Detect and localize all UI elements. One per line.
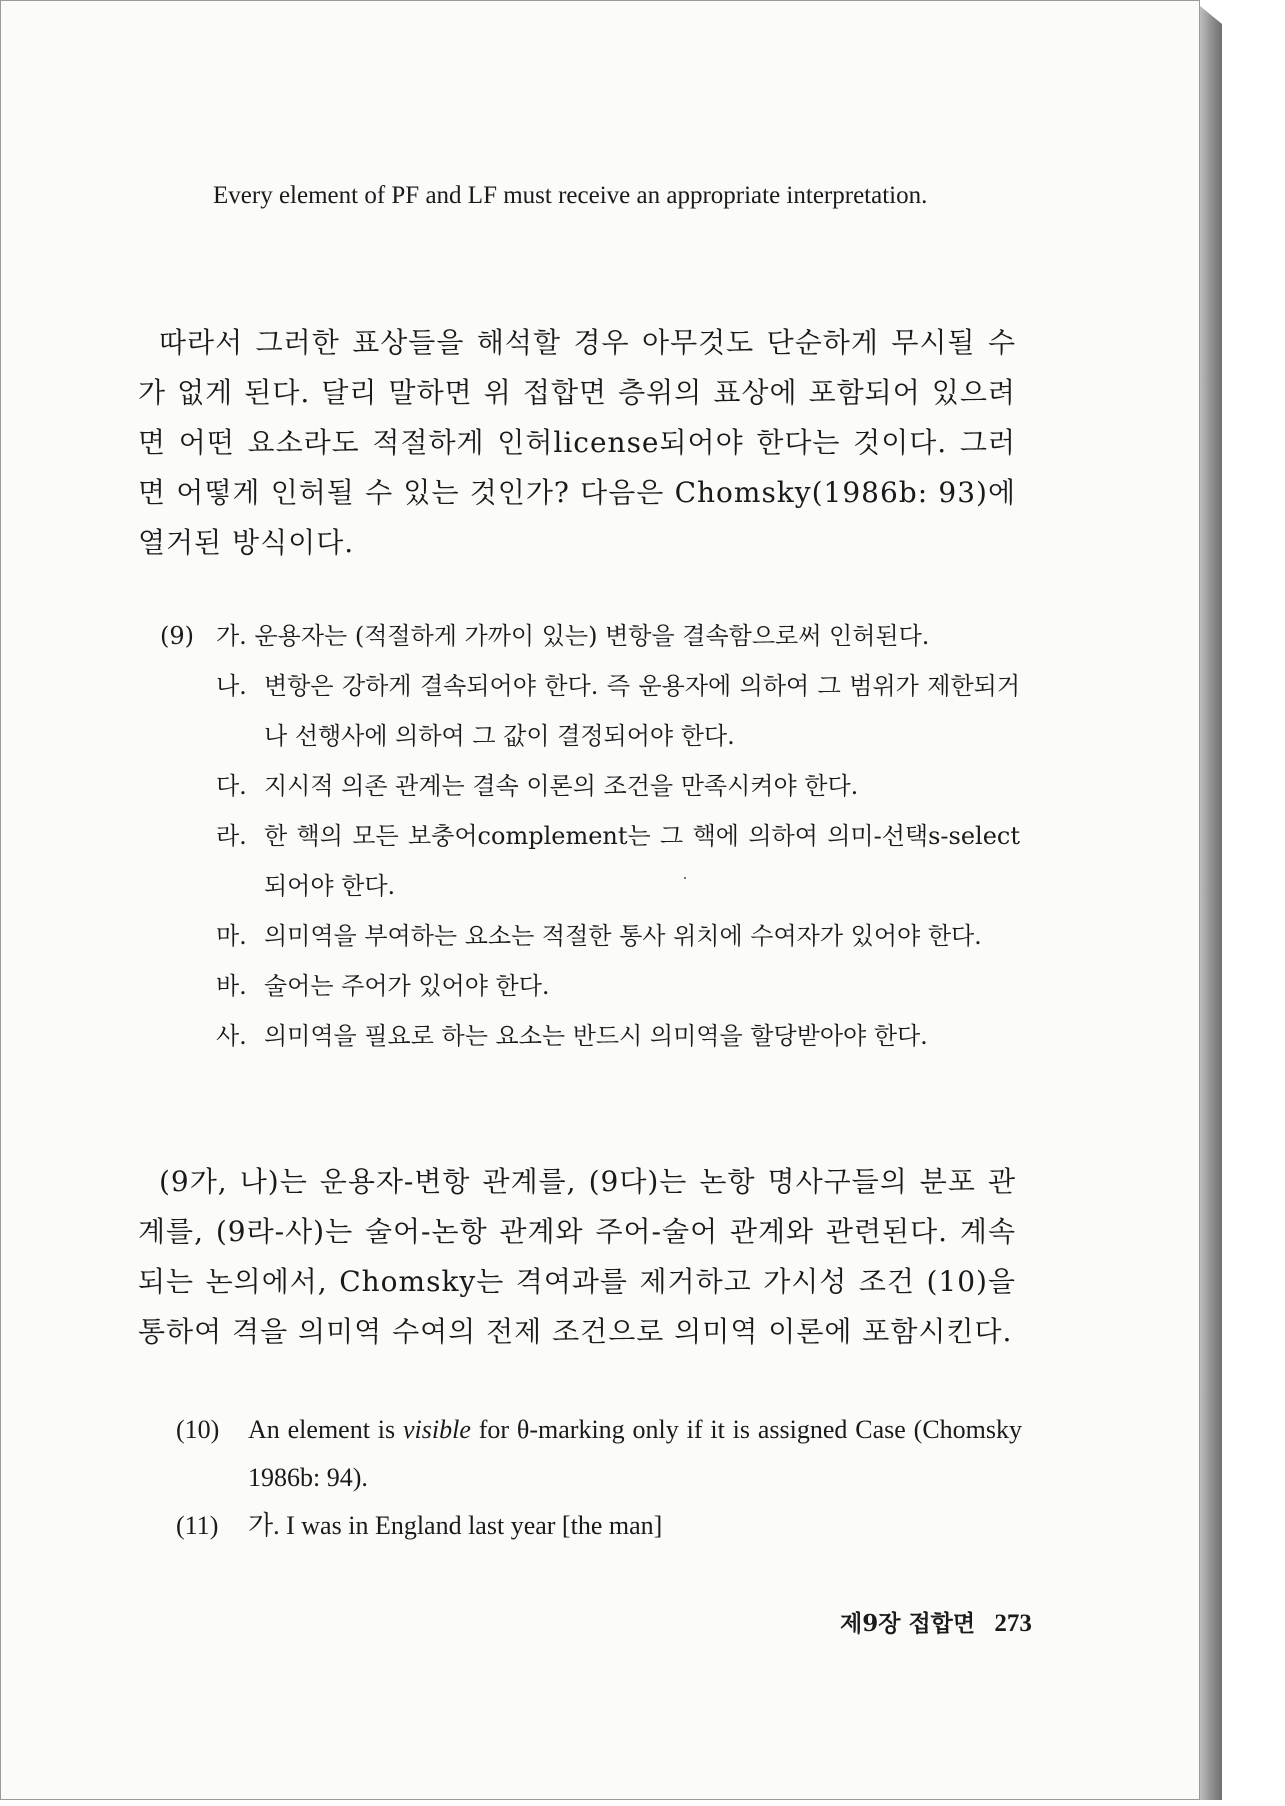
example-9-item-ra [160,811,1020,911]
example-number: (10) [176,1415,220,1444]
example-9-item-na [160,661,1020,761]
quoted-principle: Every element of PF and LF must receive an appropriate interpretation. [213,182,928,209]
english-examples [176,1406,1022,1550]
example-10-text-start: An element is [248,1415,403,1444]
page-edge [1200,6,1222,1800]
example-9-item-sa [160,1011,1020,1061]
example-9-item-ma [160,911,1020,961]
example-9-item-ga [160,611,1020,661]
item-text: 변항은 강하게 결속되어야 한다. 즉 운용자에 의하여 그 범위가 제한되거나 선행사에 의하여 그 값이 결정되어야 한다. [264,672,1020,750]
example-10 [176,1406,1022,1502]
page-number: 273 [994,1610,1032,1637]
example-10-text-end: for θ-marking only if it is assigned Case (Chomsky 1986b: 94). [248,1415,1022,1492]
example-9-item-da [160,761,1020,811]
item-text: 의미역을 부여하는 요소는 적절한 통사 위치에 수여자가 있어야 한다. [264,922,982,950]
item-text: 의미역을 필요로 하는 요소는 반드시 의미역을 할당받아야 한다. [264,1022,928,1050]
running-chapter-title: 제9장 접합면 [840,1610,976,1637]
scan-speck [684,877,686,879]
page-footer [840,1608,1030,1640]
example-number: (11) [176,1511,219,1540]
item-text: 한 핵의 모든 보충어complement는 그 핵에 의하여 의미-선택s-select되어야 한다. [264,822,1020,900]
item-text: 운용자는 (적절하게 가까이 있는) 변항을 결속함으로써 인허된다. [254,622,930,650]
example-10-text [176,1406,1022,1502]
example-number: (9) [160,622,194,650]
item-mark: 마. [216,922,247,950]
example-11-text [176,1502,1022,1550]
example-9-item-ba [160,961,1020,1011]
item-text: 지시적 의존 관계는 결속 이론의 조건을 만족시켜야 한다. [264,772,859,800]
item-text: I was in England last year [the man] [286,1511,663,1540]
paragraph-2: (9가, 나)는 운용자-변항 관계를, (9다)는 논항 명사구들의 분포 관계를, (9라-사)는 술어-논항 관계와 주어-술어 관계와 관련된다. 계속되는 논의에서, Chomsky는 격여과를 제거하고 가시성 조건 (10)을 통하여 격을 의미역 수여의 전제 조건으로 의미역 이론에 포함시킨다. [138,1165,1016,1348]
item-mark: 사. [216,1022,247,1050]
item-mark: 가. [248,1511,280,1540]
example-10-italic-term: visible [403,1415,471,1444]
example-item-text [160,611,1020,661]
item-text: 술어는 주어가 있어야 한다. [264,972,550,1000]
paragraph-1: 따라서 그러한 표상들을 해석할 경우 아무것도 단순하게 무시될 수가 없게 된다. 달리 말하면 위 접합면 층위의 표상에 포함되어 있으려면 어떤 요소라도 적절하게 인허license되어야 한다는 것이다. 그러면 어떻게 인허될 수 있는 것인가? 다음은 Chomsky(1986b: 93)에 열거된 방식이다. [138,326,1016,559]
example-9-list [160,611,1020,1061]
item-mark: 바. [216,972,247,1000]
item-mark: 다. [216,772,247,800]
example-11 [176,1502,1022,1550]
item-mark: 나. [216,672,247,700]
item-mark: 라. [216,822,247,850]
item-mark: 가. [216,622,247,650]
